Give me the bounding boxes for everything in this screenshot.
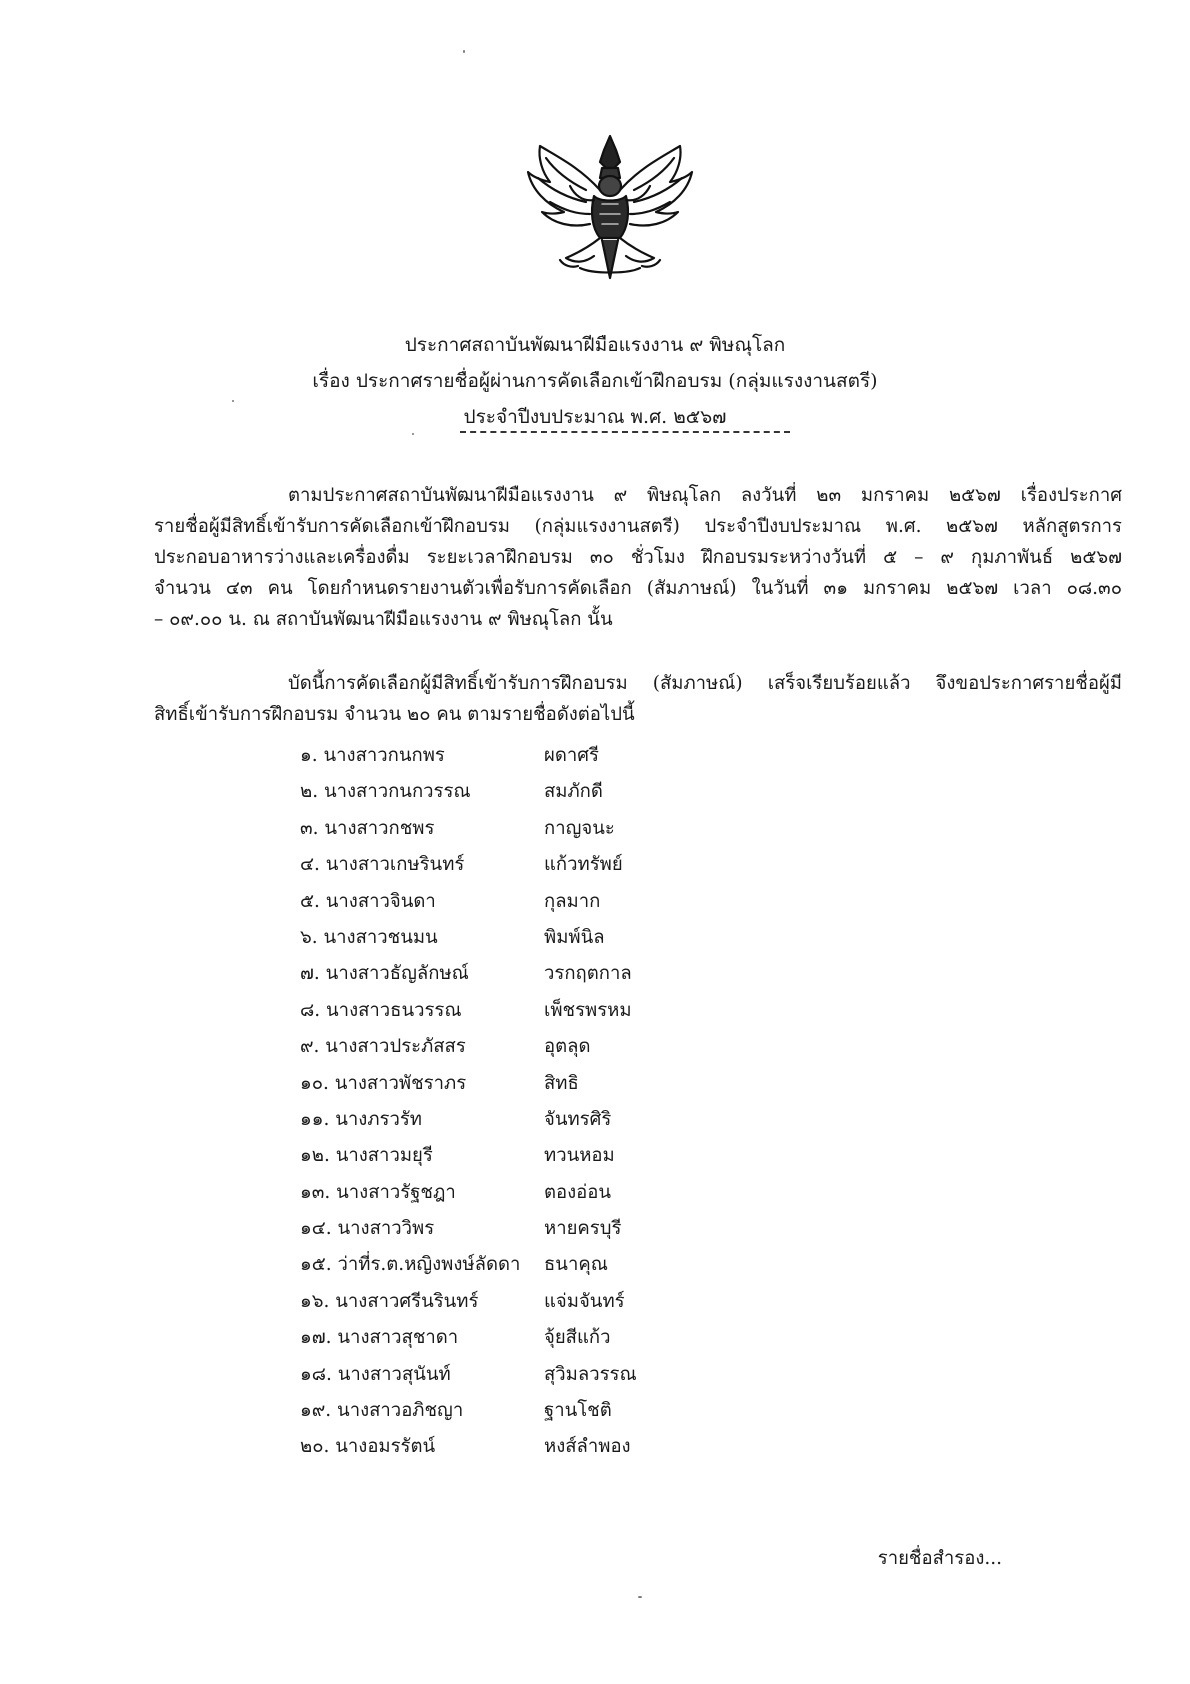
given-name: ๑๐. นางสาวพัชราภร xyxy=(300,1072,467,1094)
surname: สุวิมลวรรณ xyxy=(544,1363,637,1385)
list-item xyxy=(300,1320,860,1356)
given-name: ๑๗. นางสาวสุชาดา xyxy=(300,1327,459,1349)
surname: ธนาคุณ xyxy=(544,1254,608,1276)
surname: พิมพ์นิล xyxy=(544,926,605,948)
list-item xyxy=(300,1066,860,1102)
list-item xyxy=(300,1357,860,1393)
list-item xyxy=(300,1393,860,1429)
given-name: ๖. นางสาวชนมน xyxy=(300,926,438,948)
list-item xyxy=(300,993,860,1029)
given-name: ๑๔. นางสาววิพร xyxy=(300,1218,435,1240)
given-name: ๑๕. ว่าที่ร.ต.หญิงพงษ์ลัดดา xyxy=(300,1254,521,1276)
surname: สมภักดี xyxy=(544,781,603,803)
fiscal-year-line: ประจำปีงบประมาณ พ.ศ. ๒๕๖๗ xyxy=(463,406,727,428)
given-name: ๑๓. นางสาวรัฐชฎา xyxy=(300,1181,456,1203)
surname: เพ็ชรพรหม xyxy=(544,999,632,1021)
announcement-subject: เรื่อง ประกาศรายชื่อผู้ผ่านการคัดเลือกเข้าฝึกอบรม (กลุ่มแรงงานสตรี) xyxy=(312,370,878,392)
given-name: ๒๐. นางอมรรัตน์ xyxy=(300,1436,436,1458)
given-name: ๑๘. นางสาวสุนันท์ xyxy=(300,1363,451,1385)
surname: จันทรศิริ xyxy=(544,1108,612,1130)
scan-speck xyxy=(463,50,465,53)
scan-speck xyxy=(412,433,414,435)
paragraph-line: สิทธิ์เข้ารับการฝึกอบรม จำนวน ๒๐ คน ตามรายชื่อดังต่อไปนี้ xyxy=(154,704,635,725)
surname: ฐานโชติ xyxy=(544,1400,612,1422)
heading-divider xyxy=(460,431,790,433)
given-name: ๔. นางสาวเกษรินทร์ xyxy=(300,854,465,876)
paragraph-line: รายชื่อผู้มีสิทธิ์เข้ารับการคัดเลือกเข้าฝึกอบรม (กลุ่มแรงงานสตรี) ประจำปีงบประมาณ พ.ศ. ๒๕๖๗ หลักสูตรการ xyxy=(154,516,1122,537)
surname: จุ้ยสีแก้ว xyxy=(544,1327,611,1349)
continued-reserve-list-note: รายชื่อสำรอง... xyxy=(877,1548,1002,1569)
list-item xyxy=(300,1429,860,1465)
list-item xyxy=(300,738,860,774)
surname: หายครบุรี xyxy=(544,1218,622,1240)
given-name: ๗. นางสาวธัญลักษณ์ xyxy=(300,963,469,985)
list-item xyxy=(300,920,860,956)
given-name: ๒. นางสาวกนกวรรณ xyxy=(300,781,471,803)
surname: หงส์ลำพอง xyxy=(544,1436,631,1458)
given-name: ๑๙. นางสาวอภิชญา xyxy=(300,1400,464,1422)
given-name: ๘. นางสาวธนวรรณ xyxy=(300,999,462,1021)
list-item xyxy=(300,1284,860,1320)
list-item xyxy=(300,774,860,810)
list-item xyxy=(300,847,860,883)
given-name: ๑๑. นางภรวรัท xyxy=(300,1108,422,1130)
surname: แจ่มจันทร์ xyxy=(544,1290,625,1312)
list-item xyxy=(300,884,860,920)
surname: ทวนหอม xyxy=(544,1145,615,1167)
surname: แก้วทรัพย์ xyxy=(544,854,623,876)
list-item xyxy=(300,811,860,847)
surname: กุลมาก xyxy=(544,890,601,912)
paragraph-line: ประกอบอาหารว่างและเครื่องดื่ม ระยะเวลาฝึกอบรม ๓๐ ชั่วโมง ฝึกอบรมระหว่างวันที่ ๕ – ๙ กุมภาพันธ์ ๒๕๖๗ xyxy=(154,547,1122,568)
list-item xyxy=(300,1175,860,1211)
surname: ผดาศรี xyxy=(544,745,599,766)
given-name: ๑๖. นางสาวศรีนรินทร์ xyxy=(300,1290,479,1312)
surname: สิทธิ xyxy=(544,1072,579,1094)
paragraph-line: จำนวน ๔๓ คน โดยกำหนดรายงานตัวเพื่อรับการคัดเลือก (สัมภาษณ์) ในวันที่ ๓๑ มกราคม ๒๕๖๗ เวลา ๐๘.๓๐ xyxy=(154,578,1122,599)
given-name: ๑. นางสาวกนกพร xyxy=(300,745,445,766)
garuda-emblem-icon xyxy=(520,128,700,288)
given-name: ๑๒. นางสาวมยุรี xyxy=(300,1145,433,1167)
list-item xyxy=(300,1102,860,1138)
paragraph-line: – ๐๙.๐๐ น. ณ สถาบันพัฒนาฝีมือแรงงาน ๙ พิษณุโลก นั้น xyxy=(154,609,613,630)
paragraph-line: บัดนี้การคัดเลือกผู้มีสิทธิ์เข้ารับการฝึกอบรม (สัมภาษณ์) เสร็จเรียบร้อยแล้ว จึงขอประกาศรายชื่อผู้มี xyxy=(288,673,1122,694)
scan-speck xyxy=(638,1596,642,1598)
surname: วรกฤตกาล xyxy=(544,963,632,985)
given-name: ๓. นางสาวกชพร xyxy=(300,817,435,839)
surname: อุตลุด xyxy=(544,1036,591,1058)
selected-names-list xyxy=(300,738,860,1466)
list-item xyxy=(300,1211,860,1247)
paragraph-result xyxy=(154,668,1122,730)
given-name: ๕. นางสาวจินดา xyxy=(300,890,436,912)
given-name: ๙. นางสาวประภัสสร xyxy=(300,1036,466,1058)
paragraph-background xyxy=(154,480,1122,635)
paragraph-line: ตามประกาศสถาบันพัฒนาฝีมือแรงงาน ๙ พิษณุโลก ลงวันที่ ๒๓ มกราคม ๒๕๖๗ เรื่องประกาศ xyxy=(288,485,1122,506)
announcement-title: ประกาศสถาบันพัฒนาฝีมือแรงงาน ๙ พิษณุโลก xyxy=(404,334,786,356)
scan-speck xyxy=(232,400,234,402)
surname: กาญจนะ xyxy=(544,817,615,839)
list-item xyxy=(300,956,860,992)
surname: ตองอ่อน xyxy=(544,1181,612,1203)
list-item xyxy=(300,1029,860,1065)
list-item xyxy=(300,1247,860,1283)
list-item xyxy=(300,1138,860,1174)
